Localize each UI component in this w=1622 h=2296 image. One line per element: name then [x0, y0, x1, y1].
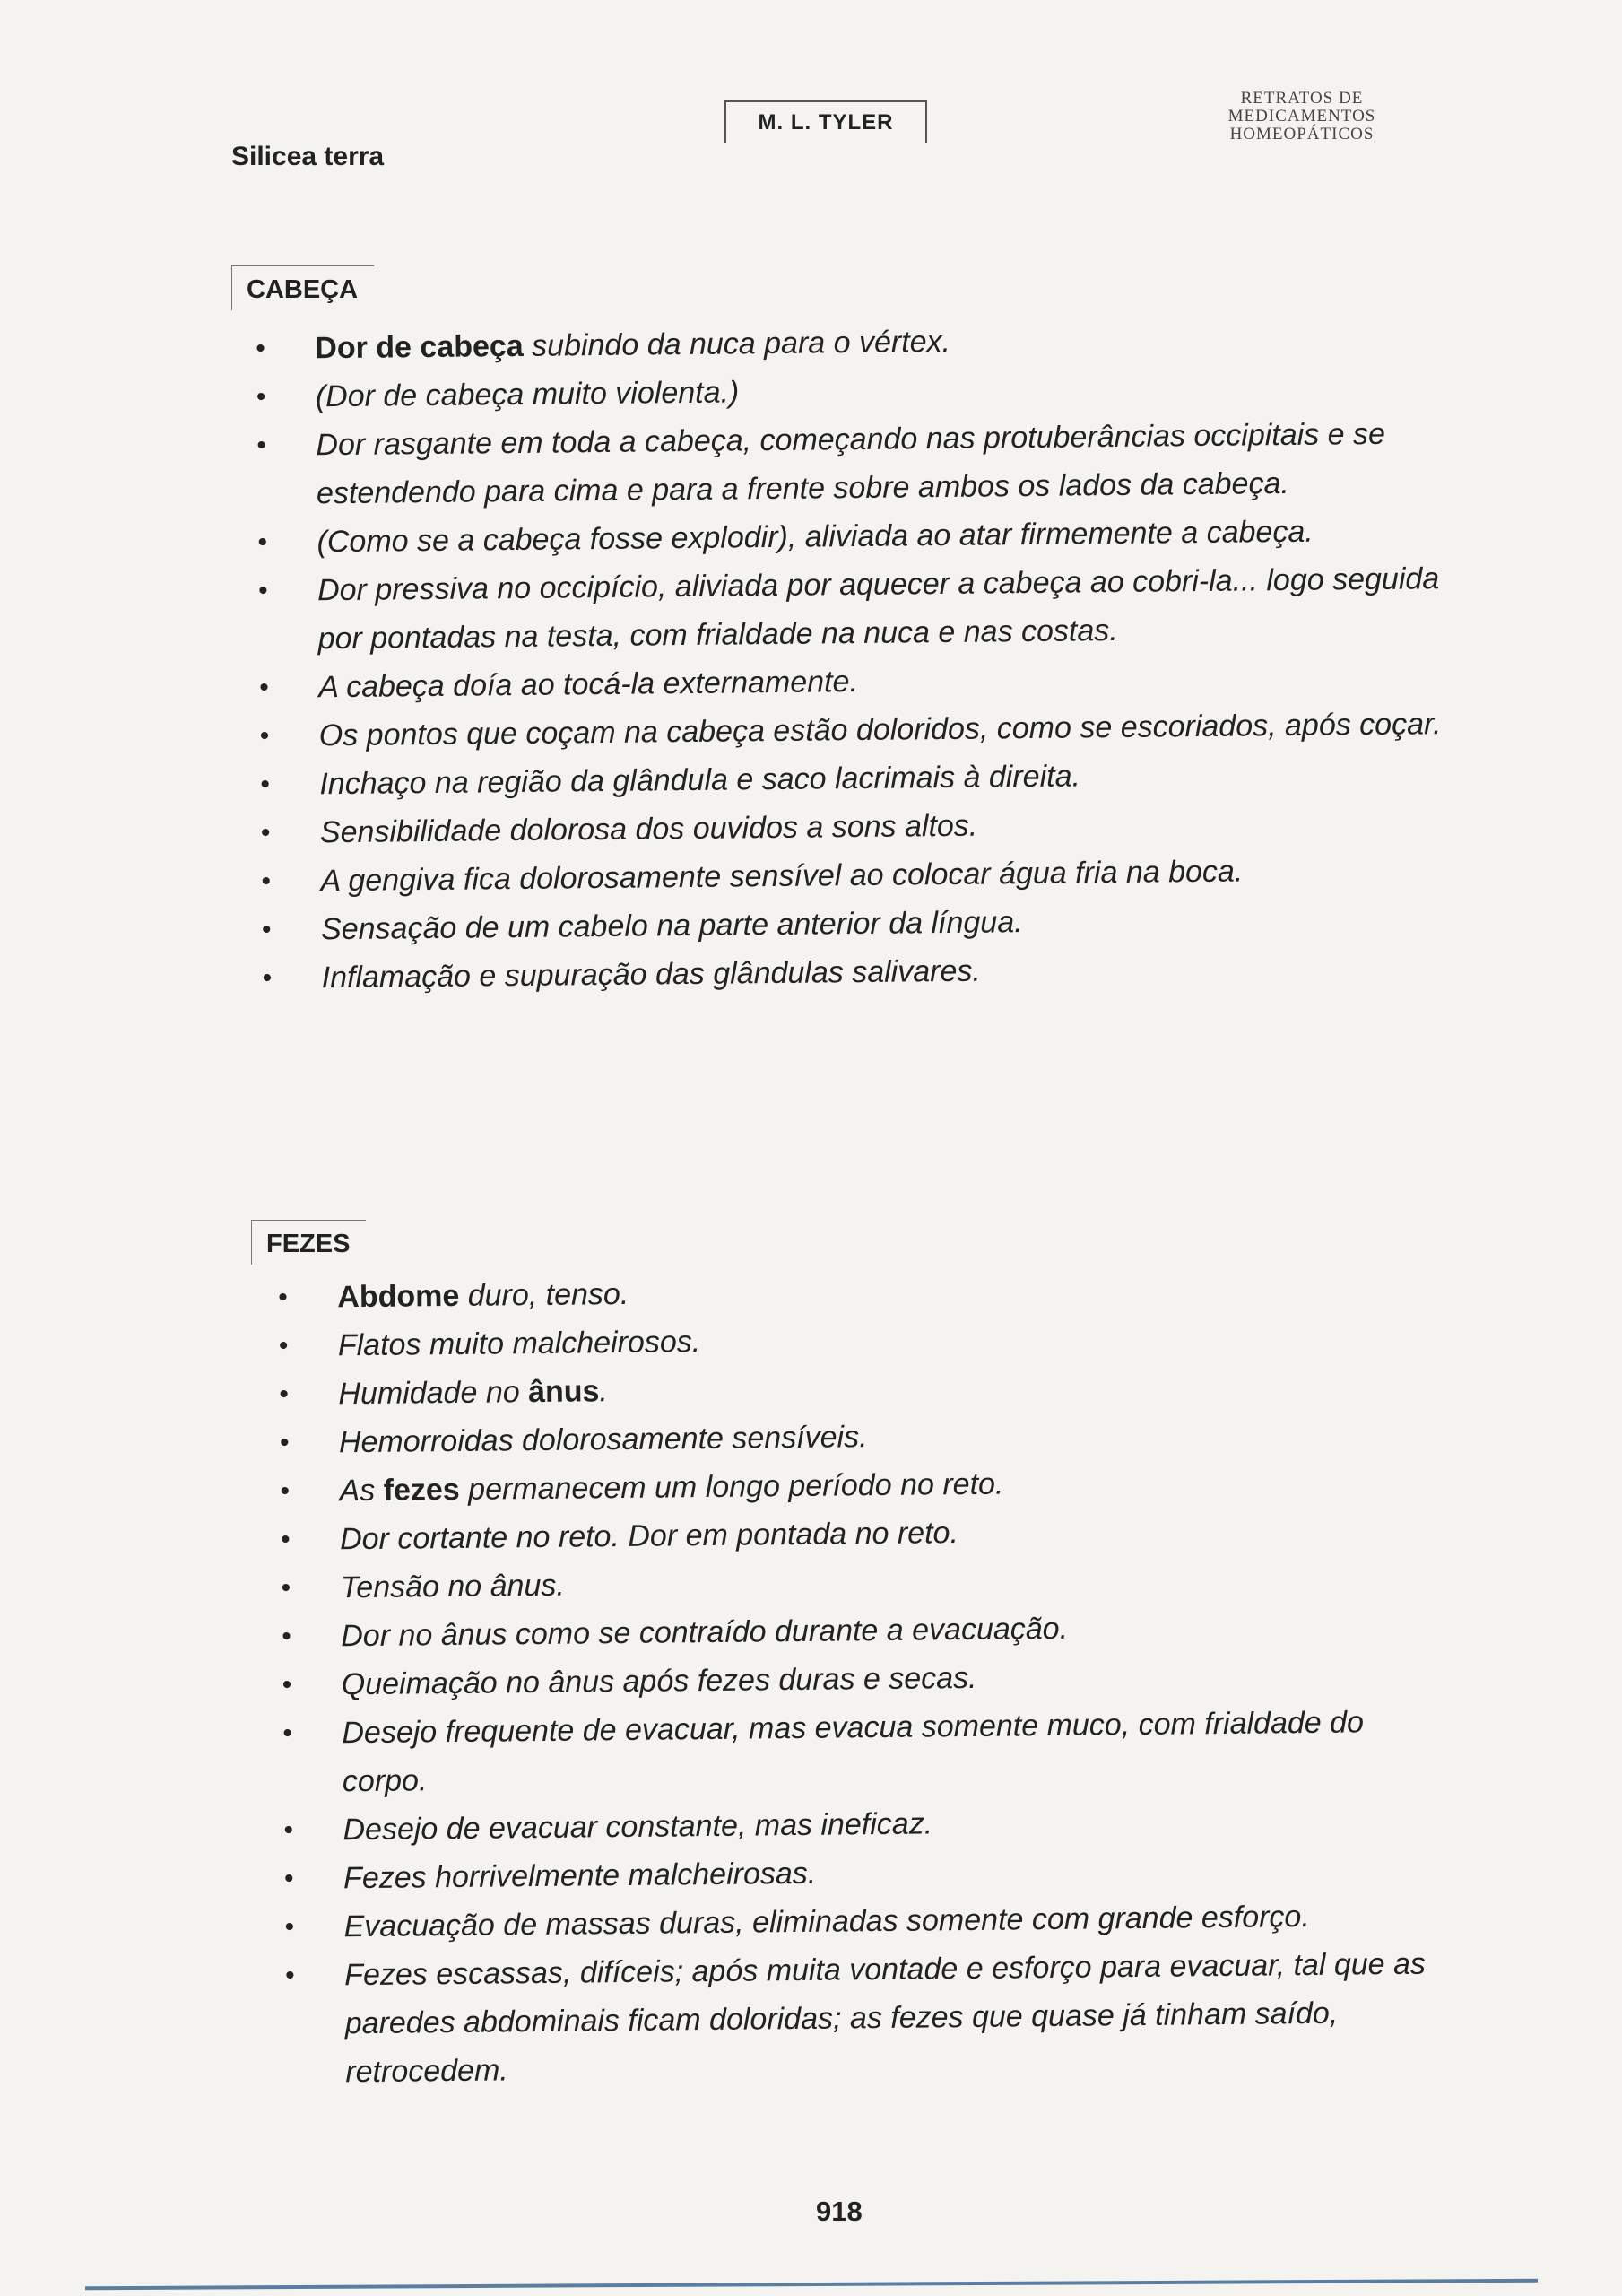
item-text: Inflamação e supuração das glândulas salivares.	[321, 953, 982, 996]
bullet-icon: •	[278, 1282, 288, 1312]
list-item	[285, 1939, 1453, 2097]
bullet-icon: •	[278, 1330, 289, 1361]
item-text: Sensação de um cabelo na parte anterior da língua.	[320, 905, 1023, 947]
item-text: Evacuação de massas duras, eliminadas somente com grande esforço.	[343, 1899, 1311, 1944]
item-text: (Dor de cabeça muito violenta.)	[315, 375, 740, 414]
bullet-icon: •	[282, 1718, 293, 1748]
item-text: Dor cortante no reto. Dor em pontada no reto.	[339, 1516, 959, 1557]
item-text: Dor rasgante em toda a cabeça, começando nas protuberâncias occipitais e se estendendo para cima e para a frente sobre ambos os lados da cabeça.	[316, 416, 1386, 511]
bold-term: Dor de cabeça	[315, 328, 524, 366]
item-text: Tensão no ânus.	[340, 1568, 566, 1605]
series-title	[1190, 90, 1414, 144]
item-text: Desejo de evacuar constante, mas ineficaz.	[343, 1806, 933, 1848]
item-text: Fezes escassas, difíceis; após muita vontade e esforço para evacuar, tal que as paredes abdominais ficam doloridas; as fezes que quase já tinham saído, retrocedem.	[343, 1946, 1427, 2090]
bullet-icon: •	[283, 1863, 294, 1893]
bullet-icon: •	[285, 1960, 295, 1990]
bold-term: fezes	[383, 1472, 460, 1508]
bullet-icon: •	[256, 333, 265, 363]
item-text: Inchaço na região da glândula e saco lacrimais à direita.	[319, 759, 1081, 802]
page-edge-line	[85, 2279, 1538, 2290]
bullet-icon: •	[280, 1475, 291, 1506]
bullet-icon: •	[259, 720, 270, 751]
item-text: .	[599, 1374, 609, 1409]
bullet-icon: •	[279, 1378, 290, 1409]
list-item	[256, 409, 1441, 518]
item-text: Flatos muito malcheirosos.	[337, 1325, 701, 1363]
item-text: Humidade no	[338, 1375, 529, 1412]
bullet-icon: •	[257, 526, 268, 557]
page-number: 918	[816, 2196, 863, 2227]
item-text: subindo da nuca para o vértex.	[523, 324, 951, 363]
symptom-list-cabeca	[256, 312, 1446, 1003]
item-text: duro, tenso.	[459, 1276, 629, 1313]
item-text: Fezes horrivelmente malcheirosas.	[343, 1856, 817, 1896]
bullet-icon: •	[279, 1427, 290, 1457]
bold-term: Abdome	[337, 1278, 460, 1315]
bullet-icon: •	[256, 381, 266, 412]
item-text: Queimação no ânus após fezes duras e secas.	[341, 1660, 977, 1702]
symptom-list-fezes	[278, 1261, 1453, 2097]
series-title-line: HOMEOPÁTICOS	[1229, 125, 1375, 144]
running-title: Silicea terra	[231, 142, 385, 171]
bullet-icon: •	[280, 1524, 291, 1554]
bullet-icon: •	[262, 962, 273, 993]
item-text: Dor pressiva no occipício, aliviada por aquecer a cabeça ao cobri-la... logo seguida por pontadas na testa, com frialdade na nuca e nas costas.	[317, 561, 1440, 657]
bullet-icon: •	[259, 672, 269, 702]
bullet-icon: •	[261, 865, 272, 896]
series-title-line: RETRATOS DE	[1240, 89, 1364, 108]
item-text: Dor no ânus como se contraído durante a evacuação.	[341, 1611, 1069, 1654]
item-text: Sensibilidade dolorosa dos ouvidos a sons altos.	[319, 808, 978, 850]
section-heading-fezes: FEZES	[251, 1220, 366, 1265]
bullet-icon: •	[283, 1814, 294, 1845]
bullet-icon: •	[261, 914, 272, 944]
list-item	[282, 1697, 1449, 1806]
item-text: permanecem um longo período no reto.	[459, 1466, 1004, 1507]
item-text: A gengiva fica dolorosamente sensível ao colocar água fria na boca.	[320, 854, 1244, 899]
item-text: As	[339, 1473, 384, 1509]
bullet-icon: •	[282, 1621, 291, 1651]
list-item	[258, 554, 1443, 664]
bullet-icon: •	[260, 817, 271, 848]
bullet-icon: •	[282, 1669, 292, 1700]
item-text: A cabeça doía ao tocá-la externamente.	[318, 664, 859, 705]
bullet-icon: •	[256, 430, 267, 460]
bullet-icon: •	[260, 769, 271, 799]
author-label: M. L. TYLER	[724, 100, 927, 144]
item-text: Os pontos que coçam na cabeça estão doloridos, como se escoriados, após coçar.	[318, 707, 1442, 753]
item-text: Desejo frequente de evacuar, mas evacua somente muco, com frialdade do corpo.	[342, 1705, 1365, 1799]
series-title-line: MEDICAMENTOS	[1227, 107, 1376, 126]
bold-term: ânus	[527, 1374, 600, 1410]
item-text: (Como se a cabeça fosse explodir), aliviada ao atar firmemente a cabeça.	[317, 514, 1314, 560]
section-heading-cabeca: CABEÇA	[231, 265, 374, 310]
item-text: Hemorroidas dolorosamente sensíveis.	[338, 1420, 868, 1460]
bullet-icon: •	[284, 1911, 295, 1942]
bullet-icon: •	[257, 575, 268, 605]
bullet-icon: •	[281, 1572, 291, 1603]
